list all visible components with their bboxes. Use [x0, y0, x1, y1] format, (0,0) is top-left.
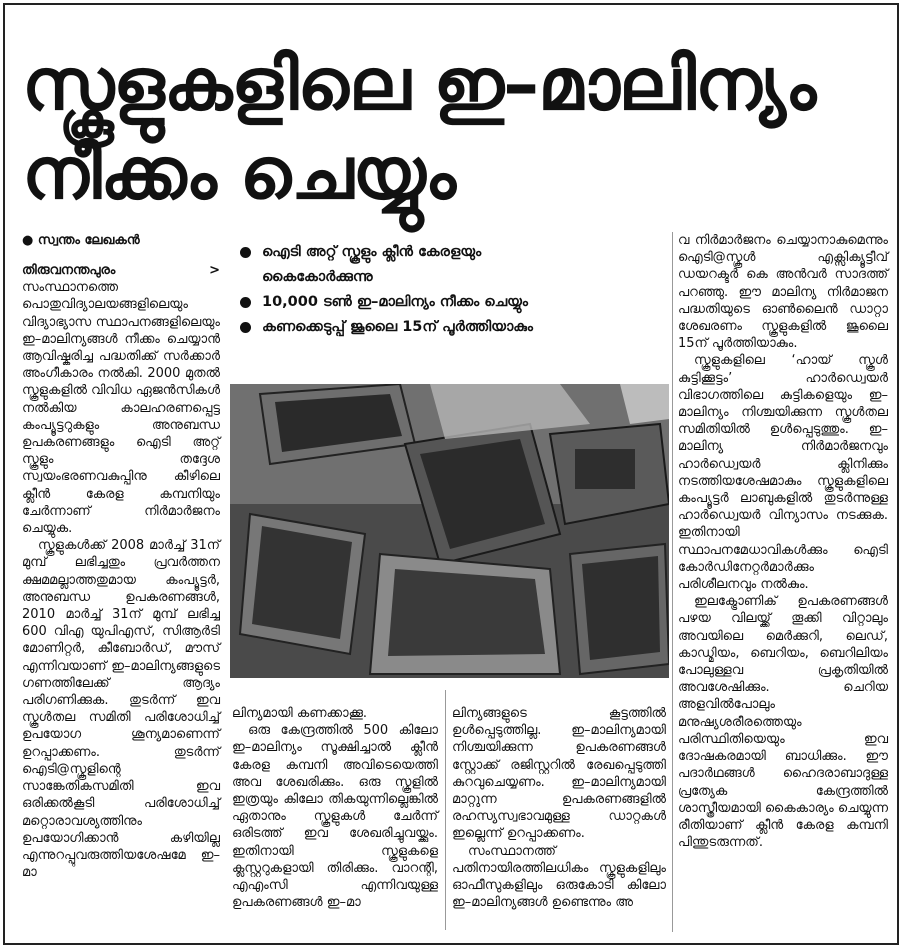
paragraph: ഒരു കേന്ദ്രത്തിൽ 500 കിലോ ഇ–മാലിന്യം സൂക്ഷിച്ചാൽ ക്ലീൻ കേരള കമ്പനി അവിടെയെത്തി അവ ശേഖരിക്കും. ഒരു സ്കൂളിൽ ഇത്രയും കിലോ തികയുന്നില്ലെങ്കിൽ ഏതാനും സ്കൂളുകൾ ചേർന്ന് ഒരിടത്ത് ഇവ ശേഖരിച്ചുവയ്ക്കും. ഇതിനായി സ്കൂളുകളെ ക്ലസ്റ്ററുകളായി തിരിക്കും. വാറന്റി, എഎംസി എന്നിവയുള്ള ഉപകരണങ്ങൾ ഇ–മാ: [232, 723, 438, 911]
headline-line-2: നീക്കം ചെയ്യും: [22, 131, 455, 215]
keyboard-shape: [370, 554, 560, 674]
byline: ● സ്വന്തം ലേഖകൻ: [22, 233, 140, 248]
e-waste-illustration: [230, 384, 669, 678]
paragraph: സംസ്ഥാനത്ത് പതിനായിരത്തിലധികം സ്കൂളുകളിലും ഓഫീസുകളിലും ഒരുകോടി കിലോ ഇ–മാലിന്യങ്ങൾ ഉണ്ടെന്നും അ: [452, 843, 666, 911]
paragraph: ഇലക്ട്രോണിക് ഉപകരണങ്ങൾ പഴയ വിലയ്ക്ക് തൂക്കി വിറ്റാലും അവയിലെ മെർക്കുറി, ലെഡ്, കാഡ്മിയം, ബെറിയം, ബെറിലിയം പോലുള്ളവ പ്രകൃതിയിൽ അവശേഷിക്കും. ചെറിയ അളവിൽപോലും മനുഷ്യശരീരത്തെയും പരിസ്ഥിതിയെയും ഇവ ദോഷകരമായി ബാധിക്കും. ഈ പദാർഥങ്ങൾ ഹൈദരാബാദുള്ള പ്രത്യേക കേന്ദ്രത്തിൽ ശാസ്ത്രീയമായി കൈകാര്യം ചെയ്യുന്ന രീതിയാണ് ക്ലീൻ കേരള കമ്പനി പിന്തുടരുന്നത്.: [678, 594, 888, 851]
highlight-item: [236, 240, 668, 290]
paragraph: ലിന്യമായി കണക്കാക്കൂ.: [232, 706, 368, 721]
paragraph: വ നിർമാർജനം ചെയ്യാനാകുമെന്നും ഐടി@സ്കൂൾ എക്സിക്യൂട്ടീവ് ഡയറക്ടർ കെ അൻവർ സാദത്ത് പറഞ്ഞു. ഈ മാലിന്യ നിർമാജന പദ്ധതിയുടെ ഓൺലൈൻ ഡാറ്റാ ശേഖരണം സ്കൂളുകളിൽ ജൂലൈ 15ന് പൂർത്തിയാകും.: [678, 233, 888, 352]
dateline: തിരുവനന്തപുരം >: [22, 263, 220, 278]
highlight-text: കണക്കെടുപ്പ് ജൂലൈ 15ന് പൂർത്തിയാകും: [262, 319, 533, 335]
column-divider: [672, 232, 673, 932]
lead-paragraph: [22, 262, 220, 537]
paragraph: സ്കൂളുകൾക്ക് 2008 മാർച്ച് 31ന് മുമ്പ് ലഭിച്ചതും പ്രവർത്തന ക്ഷമമല്ലാത്തതുമായ കംപ്യൂട്ടർ, അനുബന്ധ ഉപകരണങ്ങൾ, 2010 മാർച്ച് 31ന് മുമ്പ് ലഭിച്ച 600 വിഎ യുപിഎസ്, സിആർടി മോണിറ്റർ, കീബോർഡ്, മൗസ് എന്നിവയാണ് ഇ–മാലിന്യങ്ങളുടെ ഗണത്തിലേക്ക് ആദ്യം പരിഗണിക്കുക. തുടർന്ന് ഇവ സ്കൂൾതല സമിതി പരിശോധിച്ച് ഉപയോഗ ശൂന്യമാണെന്ന് ഉറപ്പാക്കണം. തുടർന്ന് ഐടി@സ്കൂളിന്റെ സാങ്കേതികസമിതി ഇവ ഒരിക്കൽകൂടി പരിശോധിച്ച് മറ്റൊരാവശ്യത്തിനും ഉപയോഗിക്കാൻ കഴിയില്ല എന്നുറപ്പുവരുത്തിയശേഷമേ ഇ–മാ: [22, 538, 220, 881]
article-column-1: [22, 262, 220, 881]
lead-text: സംസ്ഥാനത്തെ പൊതുവിദ്യാലയങ്ങളിലെയും വിദ്യാഭ്യാസ സ്ഥാപനങ്ങളിലെയും ഇ–മാലിന്യങ്ങൾ നീക്കം ചെയ്യാൻ ആവിഷ്കരിച്ച പദ്ധതിക്ക് സർക്കാർ അംഗീകാരം നൽകി. 2000 മുതൽ സ്കൂളുകളിൽ വിവിധ ഏജൻസികൾ നൽകിയ കാലഹരണപ്പെട്ട കംപ്യൂട്ടറുകളും അനുബന്ധ ഉപകരണങ്ങളും ഐടി അറ്റ് സ്കൂളും തദ്ദേശ സ്വയംഭരണവകുപ്പിനു കീഴിലെ ക്ലീൻ കേരള കമ്പനിയും ചേർന്നാണ് നിർമാർജനം ചെയ്യുക.: [22, 280, 221, 537]
bullet-icon: [240, 297, 251, 308]
paragraph: സ്കൂളുകളിലെ ‘ഹായ് സ്കൂൾ കുട്ടിക്കൂട്ടം’ ഹാർഡ്വെയർ വിഭാഗത്തിലെ കുട്ടികളെയും ഇ–മാലിന്യം നിശ്ചയിക്കുന്ന സ്കൂൾതല സമിതിയിൽ ഉൾപ്പെടുത്തും. ഇ–മാലിന്യ നിർമാർജനവും ഹാർഡ്വെയർ ക്ലിനിക്കും നടത്തിയശേഷമാകും സ്കൂളുകളിലെ കംപ്യൂട്ടർ ലാബുകളിൽ തുടർന്നുള്ള ഹാർഡ്വെയർ വിന്യാസം നടക്കുക. ഇതിനായി സ്ഥാപനമേധാവികൾക്കും ഐടി കോർഡിനേറ്റർമാർക്കും പരിശീലനവും നൽകും.: [678, 353, 888, 593]
article-column-2: [232, 705, 438, 911]
highlight-text: ഐടി അറ്റ് സ്കൂളും ക്ലീൻ കേരളയും കൈകോർക്കുന്നു: [262, 244, 482, 285]
headline-line-1: സ്കൂളുകളിലെ ഇ–മാലിന്യം: [22, 42, 816, 126]
article-column-4: [678, 232, 888, 851]
byline-text: സ്വന്തം ലേഖകൻ: [37, 233, 140, 248]
e-waste-photo: [230, 384, 669, 678]
paragraph: ലിന്യങ്ങളുടെ കൂട്ടത്തിൽ ഉൾപ്പെടുത്തില്ല. ഇ–മാലിന്യമായി നിശ്ചയിക്കുന്ന ഉപകരണങ്ങൾ സ്റ്റോക്ക് രജിസ്റ്ററിൽ രേഖപ്പെടുത്തി കുറവുചെയ്യണം. ഇ–മാലിന്യമായി മാറ്റുന്ന ഉപകരണങ്ങളിൽ രഹസ്യസ്വഭാവമുള്ള ഡാറ്റകൾ ഇല്ലെന്ന് ഉറപ്പാക്കണം.: [452, 706, 666, 842]
highlight-text: 10,000 ടൺ ഇ–മാലിന്യം നീക്കം ചെയ്യും: [262, 294, 528, 310]
highlights-box: [236, 240, 668, 340]
bullet-icon: [240, 322, 251, 333]
article-column-3: [452, 705, 666, 911]
column-divider: [445, 690, 446, 930]
highlight-item: [236, 315, 668, 340]
bullet-icon: [240, 247, 251, 258]
laptop-shape: [570, 544, 669, 674]
laptop-shape: [240, 514, 365, 654]
highlight-item: [236, 290, 668, 315]
